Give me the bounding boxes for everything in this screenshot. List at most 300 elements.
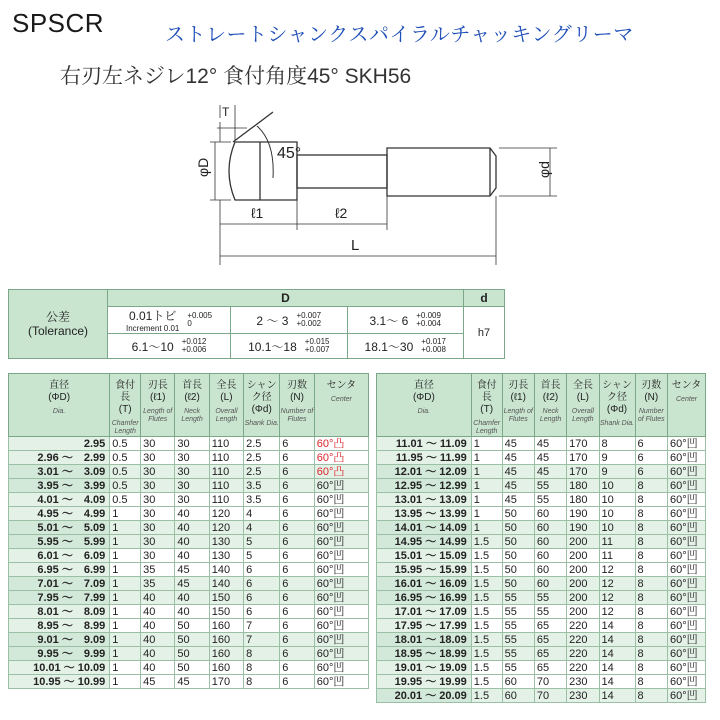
table-cell: 60 <box>534 563 566 577</box>
table-cell: 40 <box>141 619 175 633</box>
table-cell: 30 <box>141 437 175 451</box>
table-cell: 1.5 <box>471 549 502 563</box>
diameter-cell: 17.01 ～ 17.09 <box>377 605 472 619</box>
diameter-cell: 15.95 ～ 15.99 <box>377 563 472 577</box>
table-cell: 55 <box>502 605 534 619</box>
table-cell: 30 <box>141 451 175 465</box>
table-row <box>9 465 369 479</box>
table-cell: 60°凹 <box>314 619 368 633</box>
table-cell: 170 <box>567 465 599 479</box>
table-row <box>9 675 369 689</box>
table-cell: 1.5 <box>471 661 502 675</box>
table-cell: 65 <box>534 661 566 675</box>
dim-l1-label: ℓ1 <box>251 205 264 221</box>
table-cell: 2.5 <box>244 465 280 479</box>
table-cell: 6 <box>280 479 315 493</box>
table-cell: 55 <box>502 633 534 647</box>
table-cell: 1.5 <box>471 563 502 577</box>
table-cell: 120 <box>209 507 243 521</box>
column-header: 全長 (L) Overall Length <box>209 374 243 437</box>
table-cell: 45 <box>502 437 534 451</box>
table-cell: 50 <box>502 507 534 521</box>
table-cell: 65 <box>534 647 566 661</box>
table-cell: 60 <box>534 577 566 591</box>
table-cell: 50 <box>502 535 534 549</box>
table-row <box>377 591 706 605</box>
table-cell: 220 <box>567 619 599 633</box>
table-cell: 30 <box>141 465 175 479</box>
table-cell: 160 <box>209 661 243 675</box>
table-cell: 70 <box>534 689 566 703</box>
table-cell: 1 <box>110 521 141 535</box>
table-cell: 60 <box>534 521 566 535</box>
table-cell: 1 <box>110 633 141 647</box>
table-cell: 6 <box>635 465 668 479</box>
table-cell: 1.5 <box>471 647 502 661</box>
table-cell: 12 <box>599 605 635 619</box>
table-cell: 45 <box>175 563 209 577</box>
table-cell: 60 <box>534 507 566 521</box>
table-cell: 45 <box>175 577 209 591</box>
table-cell: 6 <box>280 661 315 675</box>
table-cell: 60 <box>502 675 534 689</box>
column-header: 刃長 (ℓ1) Length of Flutes <box>141 374 175 437</box>
diameter-cell: 17.95 ～ 17.99 <box>377 619 472 633</box>
spec-table-left <box>8 373 369 689</box>
diameter-cell: 11.01 ～ 11.09 <box>377 437 472 451</box>
table-cell: 160 <box>209 633 243 647</box>
table-cell: 3.5 <box>244 479 280 493</box>
table-cell: 8 <box>635 647 668 661</box>
table-cell: 60°凹 <box>668 633 706 647</box>
column-header: センタ Center <box>314 374 368 437</box>
table-cell: 1 <box>110 535 141 549</box>
table-cell: 60°凹 <box>314 549 368 563</box>
table-cell: 60°凹 <box>668 647 706 661</box>
table-cell: 110 <box>209 493 243 507</box>
table-cell: 55 <box>534 493 566 507</box>
table-cell: 1 <box>110 647 141 661</box>
table-cell: 40 <box>141 647 175 661</box>
table-cell: 60°凹 <box>314 605 368 619</box>
table-cell: 1.5 <box>471 689 502 703</box>
table-cell: 40 <box>175 605 209 619</box>
table-cell: 8 <box>635 521 668 535</box>
table-cell: 1 <box>471 507 502 521</box>
table-cell: 30 <box>175 437 209 451</box>
table-cell: 1 <box>471 479 502 493</box>
table-row <box>9 549 369 563</box>
tolerance-cell: 0.01トビ Increment 0.01 +0.005 0 <box>108 307 231 334</box>
table-cell: 1 <box>471 521 502 535</box>
table-row <box>9 479 369 493</box>
table-cell: 190 <box>567 507 599 521</box>
table-cell: 40 <box>175 507 209 521</box>
diameter-cell: 4.95 ～ 4.99 <box>9 507 110 521</box>
table-cell: 1 <box>110 675 141 689</box>
table-cell: 10 <box>599 479 635 493</box>
table-cell: 60°凹 <box>314 563 368 577</box>
table-cell: 14 <box>599 675 635 689</box>
table-cell: 7 <box>244 619 280 633</box>
table-cell: 30 <box>141 493 175 507</box>
table-cell: 60°凹 <box>314 577 368 591</box>
table-cell: 8 <box>635 507 668 521</box>
table-row <box>9 591 369 605</box>
table-cell: 130 <box>209 549 243 563</box>
diameter-cell: 4.01 ～ 4.09 <box>9 493 110 507</box>
table-cell: 60°凹 <box>314 647 368 661</box>
diameter-cell: 15.01 ～ 15.09 <box>377 549 472 563</box>
table-cell: 11 <box>599 549 635 563</box>
table-row <box>377 521 706 535</box>
table-cell: 30 <box>175 465 209 479</box>
table-row <box>9 451 369 465</box>
table-cell: 55 <box>502 591 534 605</box>
table-cell: 1 <box>471 437 502 451</box>
table-row <box>377 675 706 689</box>
table-cell: 30 <box>175 479 209 493</box>
tolerance-cell: 3.1～ 6 +0.009 +0.004 <box>347 307 463 334</box>
spec-table-header <box>9 374 369 437</box>
diameter-cell: 18.01 ～ 18.09 <box>377 633 472 647</box>
table-cell: 60°凹 <box>668 521 706 535</box>
table-cell: 140 <box>209 563 243 577</box>
table-cell: 60°凹 <box>668 549 706 563</box>
product-code: SPSCR <box>12 8 105 38</box>
table-cell: 60°凹 <box>314 479 368 493</box>
column-header: センタ Center <box>668 374 706 437</box>
table-row <box>377 465 706 479</box>
table-cell: 60 <box>534 535 566 549</box>
table-row <box>9 633 369 647</box>
table-cell: 8 <box>635 689 668 703</box>
table-cell: 8 <box>244 675 280 689</box>
table-cell: 60°凹 <box>314 493 368 507</box>
dim-l2-label: ℓ2 <box>335 205 348 221</box>
table-cell: 60°凹 <box>668 563 706 577</box>
tolerance-table <box>8 289 505 359</box>
table-cell: 8 <box>635 535 668 549</box>
table-row <box>9 577 369 591</box>
spec-table-right <box>376 373 706 703</box>
diameter-cell: 14.95 ～ 14.99 <box>377 535 472 549</box>
table-cell: 50 <box>175 647 209 661</box>
table-row <box>9 563 369 577</box>
table-cell: 5 <box>244 535 280 549</box>
table-row <box>377 549 706 563</box>
tolerance-cell: 18.1～30 +0.017 +0.008 <box>347 334 463 359</box>
tolerance-cell: 2 ～ 3 +0.007 +0.002 <box>231 307 347 334</box>
table-cell: 6 <box>280 549 315 563</box>
table-cell: 1 <box>471 493 502 507</box>
table-cell: 190 <box>567 521 599 535</box>
column-header: シャンク径 (Φd) Shank Dia. <box>599 374 635 437</box>
table-cell: 60°凹 <box>314 535 368 549</box>
table-cell: 60 <box>502 689 534 703</box>
table-row <box>9 619 369 633</box>
column-header: シャンク径 (Φd) Shank Dia. <box>244 374 280 437</box>
table-cell: 30 <box>141 521 175 535</box>
table-cell: 40 <box>141 591 175 605</box>
diameter-cell: 11.95 ～ 11.99 <box>377 451 472 465</box>
table-cell: 6 <box>280 507 315 521</box>
table-cell: 60°凹 <box>668 661 706 675</box>
table-cell: 40 <box>175 535 209 549</box>
table-cell: 60°凹 <box>314 507 368 521</box>
diameter-cell: 8.01 ～ 8.09 <box>9 605 110 619</box>
table-cell: 6 <box>280 633 315 647</box>
table-cell: 10 <box>599 507 635 521</box>
table-cell: 40 <box>141 633 175 647</box>
table-cell: 45 <box>534 437 566 451</box>
column-header: 直径 (ΦD) Dia. <box>377 374 472 437</box>
table-cell: 8 <box>635 675 668 689</box>
table-cell: 40 <box>175 591 209 605</box>
table-cell: 55 <box>502 619 534 633</box>
table-cell: 4 <box>244 521 280 535</box>
diameter-cell: 2.96 ～ 2.99 <box>9 451 110 465</box>
table-cell: 8 <box>635 633 668 647</box>
table-row <box>377 437 706 451</box>
table-cell: 45 <box>502 465 534 479</box>
diameter-cell: 3.95 ～ 3.99 <box>9 479 110 493</box>
table-cell: 6 <box>244 563 280 577</box>
table-row <box>9 437 369 451</box>
table-cell: 12 <box>599 591 635 605</box>
table-cell: 50 <box>502 577 534 591</box>
table-cell: 6 <box>280 451 315 465</box>
table-cell: 0.5 <box>110 493 141 507</box>
table-row <box>377 493 706 507</box>
table-cell: 150 <box>209 605 243 619</box>
table-row <box>9 493 369 507</box>
table-cell: 220 <box>567 647 599 661</box>
table-row <box>9 521 369 535</box>
table-cell: 8 <box>635 549 668 563</box>
table-cell: 55 <box>534 591 566 605</box>
diameter-cell: 12.01 ～ 12.09 <box>377 465 472 479</box>
table-cell: 12 <box>599 563 635 577</box>
table-cell: 170 <box>209 675 243 689</box>
table-cell: 9 <box>599 451 635 465</box>
column-header: 刃長 (ℓ1) Length of Flutes <box>502 374 534 437</box>
table-cell: 45 <box>175 675 209 689</box>
column-header: 全長 (L) Overall Length <box>567 374 599 437</box>
table-cell: 45 <box>534 451 566 465</box>
table-cell: 6 <box>280 675 315 689</box>
diameter-cell: 2.95 <box>9 437 110 451</box>
table-cell: 3.5 <box>244 493 280 507</box>
table-cell: 45 <box>502 479 534 493</box>
tolerance-header-d: d <box>464 290 505 307</box>
table-row <box>377 507 706 521</box>
table-cell: 60 <box>534 549 566 563</box>
table-cell: 45 <box>502 493 534 507</box>
table-cell: 6 <box>280 605 315 619</box>
table-cell: 170 <box>567 451 599 465</box>
table-cell: 70 <box>534 675 566 689</box>
table-cell: 110 <box>209 437 243 451</box>
table-cell: 1.5 <box>471 619 502 633</box>
table-cell: 6 <box>244 591 280 605</box>
table-cell: 7 <box>244 633 280 647</box>
table-cell: 1.5 <box>471 535 502 549</box>
table-cell: 14 <box>599 689 635 703</box>
table-cell: 8 <box>244 661 280 675</box>
tolerance-title-en: (Tolerance) <box>27 324 89 338</box>
column-header: 首長 (ℓ2) Neck Length <box>175 374 209 437</box>
table-cell: 40 <box>175 521 209 535</box>
table-cell: 60°凹 <box>668 619 706 633</box>
table-cell: 50 <box>502 563 534 577</box>
table-cell: 6 <box>635 437 668 451</box>
table-cell: 6 <box>280 521 315 535</box>
table-cell: 65 <box>534 633 566 647</box>
table-cell: 200 <box>567 577 599 591</box>
column-header: 直径 (ΦD) Dia. <box>9 374 110 437</box>
table-cell: 55 <box>534 479 566 493</box>
table-cell: 1 <box>110 661 141 675</box>
diameter-cell: 18.95 ～ 18.99 <box>377 647 472 661</box>
tolerance-cell: 6.1～10 +0.012 +0.006 <box>108 334 231 359</box>
table-cell: 40 <box>175 549 209 563</box>
diameter-cell: 7.01 ～ 7.09 <box>9 577 110 591</box>
table-cell: 60°凹 <box>668 507 706 521</box>
table-row <box>377 619 706 633</box>
tolerance-title: 公差 <box>45 310 70 324</box>
table-cell: 8 <box>635 563 668 577</box>
table-cell: 14 <box>599 633 635 647</box>
table-cell: 60°凹 <box>314 675 368 689</box>
table-cell: 200 <box>567 549 599 563</box>
table-cell: 60°凸 <box>314 451 368 465</box>
table-cell: 6 <box>280 619 315 633</box>
table-cell: 5 <box>244 549 280 563</box>
table-cell: 150 <box>209 591 243 605</box>
table-cell: 8 <box>635 661 668 675</box>
table-row <box>9 605 369 619</box>
table-cell: 110 <box>209 451 243 465</box>
table-cell: 60°凹 <box>668 493 706 507</box>
table-cell: 1.5 <box>471 577 502 591</box>
table-cell: 8 <box>635 577 668 591</box>
table-cell: 55 <box>502 661 534 675</box>
tolerance-header-D: D <box>108 290 464 307</box>
table-cell: 30 <box>141 535 175 549</box>
table-cell: 50 <box>175 633 209 647</box>
diameter-cell: 3.01 ～ 3.09 <box>9 465 110 479</box>
table-cell: 6 <box>280 465 315 479</box>
table-cell: 9 <box>599 465 635 479</box>
table-cell: 0.5 <box>110 479 141 493</box>
table-cell: 8 <box>635 619 668 633</box>
product-title: ストレートシャンクスパイラルチャッキングリーマ <box>165 24 634 46</box>
table-cell: 60°凹 <box>668 535 706 549</box>
table-cell: 4 <box>244 507 280 521</box>
table-cell: 14 <box>599 661 635 675</box>
table-cell: 200 <box>567 605 599 619</box>
table-cell: 1 <box>110 549 141 563</box>
table-cell: 40 <box>141 605 175 619</box>
table-row <box>9 661 369 675</box>
dim-t-label: T <box>222 105 230 119</box>
table-cell: 1 <box>471 451 502 465</box>
table-cell: 160 <box>209 647 243 661</box>
column-header: 食付長 (T) Chamfer Length <box>471 374 502 437</box>
table-cell: 180 <box>567 493 599 507</box>
table-cell: 1 <box>110 605 141 619</box>
table-cell: 1 <box>110 619 141 633</box>
table-cell: 1.5 <box>471 605 502 619</box>
table-cell: 220 <box>567 633 599 647</box>
table-cell: 6 <box>635 451 668 465</box>
tolerance-d-value: h7 <box>464 307 505 359</box>
diameter-cell: 13.01 ～ 13.09 <box>377 493 472 507</box>
table-cell: 8 <box>244 647 280 661</box>
dim-phi-small-label: φd <box>536 161 552 178</box>
table-row <box>377 577 706 591</box>
spec-table-header <box>377 374 706 437</box>
table-cell: 60°凹 <box>668 605 706 619</box>
table-cell: 50 <box>502 549 534 563</box>
table-cell: 30 <box>141 507 175 521</box>
table-cell: 60°凸 <box>314 437 368 451</box>
table-cell: 10 <box>599 493 635 507</box>
table-cell: 6 <box>280 563 315 577</box>
table-cell: 60°凹 <box>314 661 368 675</box>
table-cell: 60°凹 <box>314 633 368 647</box>
table-cell: 200 <box>567 535 599 549</box>
dim-phi-big-label: φD <box>195 157 211 177</box>
table-cell: 60°凹 <box>314 521 368 535</box>
table-cell: 8 <box>635 591 668 605</box>
diameter-cell: 8.95 ～ 8.99 <box>9 619 110 633</box>
table-cell: 60°凹 <box>668 479 706 493</box>
table-cell: 50 <box>175 619 209 633</box>
diameter-cell: 12.95 ～ 12.99 <box>377 479 472 493</box>
tolerance-title-cell <box>9 290 108 359</box>
product-spec: 右刃左ネジレ12° 食付角度45° SKH56 <box>60 65 412 88</box>
table-cell: 50 <box>175 661 209 675</box>
table-cell: 45 <box>502 451 534 465</box>
table-row <box>377 535 706 549</box>
table-cell: 60°凹 <box>668 591 706 605</box>
table-cell: 55 <box>534 605 566 619</box>
table-cell: 40 <box>141 661 175 675</box>
column-header: 刃数 (N) Number of Flutes <box>635 374 668 437</box>
table-cell: 60°凹 <box>668 675 706 689</box>
table-row <box>377 563 706 577</box>
table-cell: 45 <box>534 465 566 479</box>
diameter-cell: 14.01 ～ 14.09 <box>377 521 472 535</box>
table-cell: 11 <box>599 535 635 549</box>
table-row <box>377 661 706 675</box>
table-cell: 110 <box>209 465 243 479</box>
table-cell: 8 <box>599 437 635 451</box>
table-cell: 1.5 <box>471 675 502 689</box>
diameter-cell: 7.95 ～ 7.99 <box>9 591 110 605</box>
diameter-cell: 5.95 ～ 5.99 <box>9 535 110 549</box>
table-cell: 60°凹 <box>668 465 706 479</box>
table-cell: 35 <box>141 577 175 591</box>
table-cell: 110 <box>209 479 243 493</box>
table-cell: 60°凹 <box>668 689 706 703</box>
table-cell: 10 <box>599 521 635 535</box>
table-cell: 8 <box>635 605 668 619</box>
diameter-cell: 20.01 ～ 20.09 <box>377 689 472 703</box>
table-cell: 6 <box>280 535 315 549</box>
